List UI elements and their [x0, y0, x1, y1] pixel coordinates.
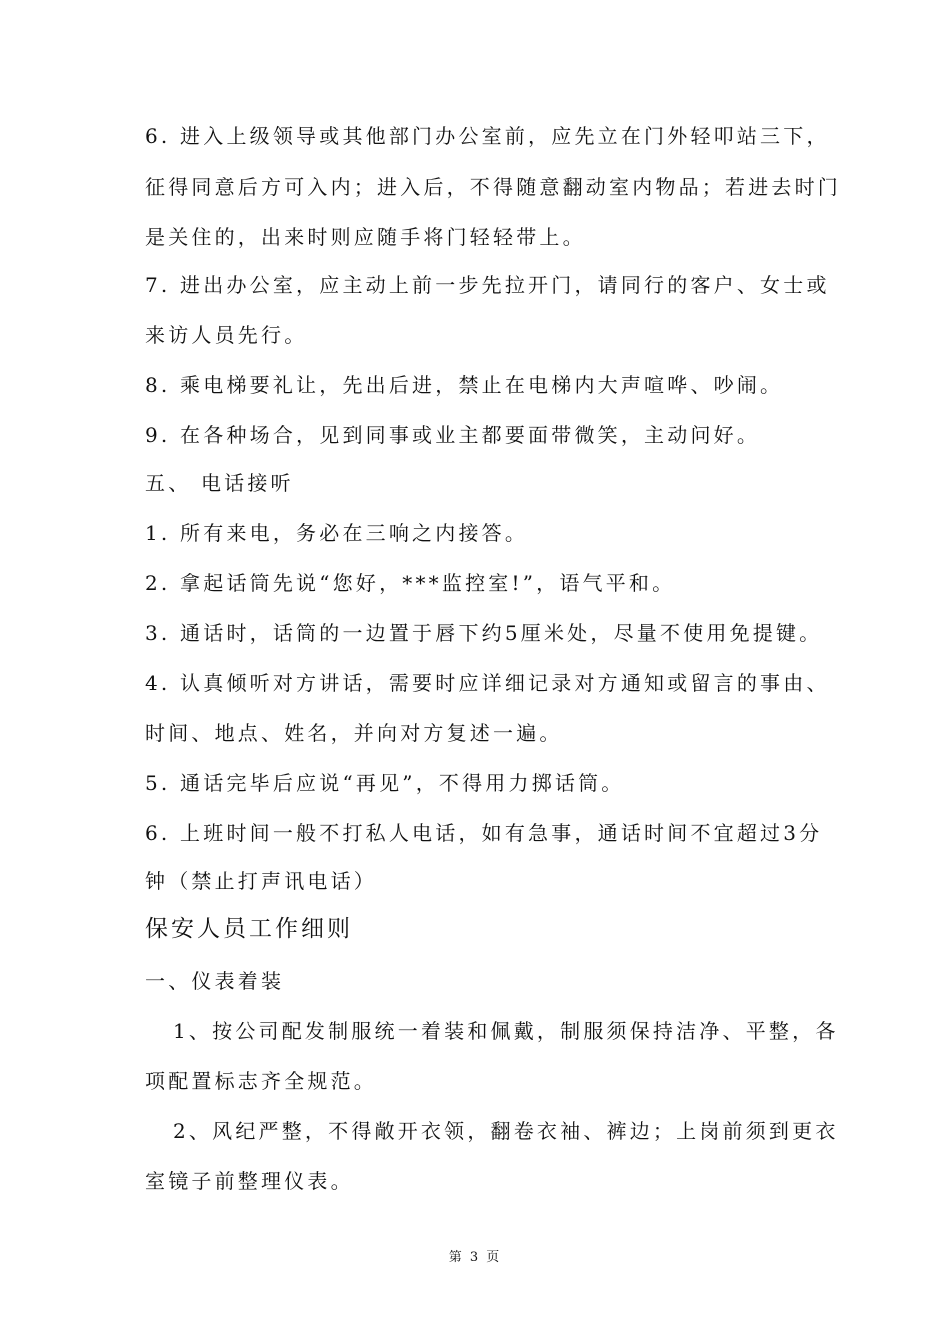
- paragraph-line: 来访人员先行。: [145, 323, 308, 347]
- section-heading: 一、仪表着装: [145, 969, 285, 993]
- paragraph-line: 征得同意后方可入内；进入后，不得随意翻动室内物品；若进去时门: [145, 175, 841, 199]
- paragraph-line: 6. 上班时间一般不打私人电话，如有急事，通话时间不宜超过3分: [145, 821, 823, 845]
- paragraph-line: 是关住的，出来时则应随手将门轻轻带上。: [145, 225, 586, 249]
- paragraph-line: 3. 通话时，话筒的一边置于唇下约5厘米处，尽量不使用免提键。: [145, 621, 823, 645]
- paragraph-line: 8. 乘电梯要礼让，先出后进，禁止在电梯内大声喧哗、吵闹。: [145, 373, 784, 397]
- paragraph-line: 4. 认真倾听对方讲话，需要时应详细记录对方通知或留言的事由、: [145, 671, 830, 695]
- paragraph-line: 9. 在各种场合，见到同事或业主都要面带微笑，主动问好。: [145, 423, 761, 447]
- paragraph-line: 5. 通话完毕后应说“再见”，不得用力掷话筒。: [145, 771, 625, 795]
- paragraph-line: 1. 所有来电，务必在三响之内接答。: [145, 521, 529, 545]
- paragraph-line: 时间、地点、姓名，并向对方复述一遍。: [145, 721, 563, 745]
- paragraph-line: 6. 进入上级领导或其他部门办公室前，应先立在门外轻叩站三下，: [145, 124, 830, 148]
- document-title: 保安人员工作细则: [145, 916, 353, 942]
- paragraph-line: 1、按公司配发制服统一着装和佩戴，制服须保持洁净、平整，各: [173, 1019, 839, 1043]
- paragraph-line: 2、风纪严整，不得敞开衣领，翻卷衣袖、裤边；上岗前须到更衣: [173, 1119, 839, 1143]
- paragraph-line: 室镜子前整理仪表。: [145, 1169, 354, 1193]
- paragraph-line: 2. 拿起话筒先说“您好，***监控室!”，语气平和。: [145, 571, 676, 595]
- section-heading: 五、 电话接听: [145, 471, 294, 495]
- paragraph-line: 钟（禁止打声讯电话）: [145, 869, 377, 893]
- page-number: 第 3 页: [448, 1250, 502, 1265]
- paragraph-line: 7. 进出办公室，应主动上前一步先拉开门，请同行的客户、女士或: [145, 273, 830, 297]
- paragraph-line: 项配置标志齐全规范。: [145, 1069, 377, 1093]
